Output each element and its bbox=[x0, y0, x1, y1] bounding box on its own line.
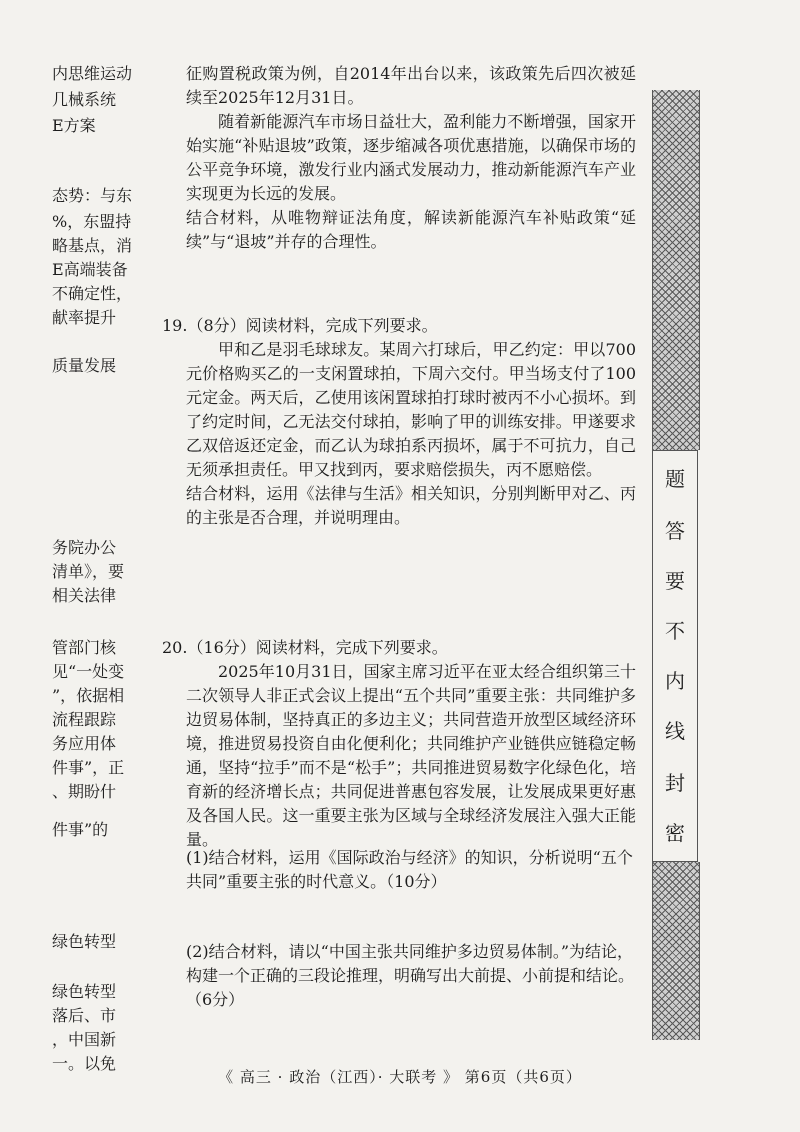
hatch-pattern-top bbox=[652, 90, 700, 450]
q18-material-tail: 征购置税政策为例，自2014年出台以来，该政策先后四次被延续至2025年12月31日。 bbox=[186, 64, 636, 107]
page-footer: 《 高三 · 政治（江西）· 大联考 》 第6页（共6页） bbox=[218, 1068, 582, 1086]
margin-line: 相关法律 bbox=[52, 586, 117, 605]
margin-line: 、期盼什 bbox=[52, 782, 117, 801]
margin-line: 流程跟踪 bbox=[52, 710, 117, 729]
seal-char: 内 bbox=[665, 669, 685, 693]
seal-char: 密 bbox=[665, 821, 685, 845]
seal-line-strip bbox=[652, 90, 698, 1040]
margin-line: 绿色转型 bbox=[52, 932, 117, 951]
hatch-pattern-bottom bbox=[652, 862, 700, 1040]
margin-line: 不确定性， bbox=[52, 284, 133, 303]
q20-material: 2025年10月31日，国家主席习近平在亚太经合组织第三十二次领导人非正式会议上提出“五个共同”重要主张：共同维护多边贸易体制，坚持真正的多边主义；共同营造开放型区域经济环境，推进贸易投资自由化便利化；共同维护产业链供应链稳定畅通，坚持“拉手”而不是“松手”；共同推进贸易数字化绿色化，培育新的经济增长点；共同促进普惠包容发展，让发展成果更好惠及各国人民。这一重要主张为区域与全球经济发展注入强大正能量。 bbox=[186, 662, 636, 849]
margin-line: 略基点，消 bbox=[52, 236, 133, 255]
q20-subquestion-1: (1)结合材料，运用《国际政治与经济》的知识，分析说明“五个共同”重要主张的时代意义。（10分） bbox=[186, 848, 633, 891]
q19-prompt: 结合材料，运用《法律与生活》相关知识，分别判断甲对乙、丙的主张是否合理，并说明理由。 bbox=[186, 484, 636, 527]
margin-line: 务应用体 bbox=[52, 734, 117, 753]
seal-char: 不 bbox=[665, 619, 685, 643]
question-19-heading: 19.（8分）阅读材料，完成下列要求。 bbox=[162, 316, 438, 335]
seal-warning-box bbox=[652, 450, 698, 862]
margin-line: 内思维运动 bbox=[52, 64, 133, 83]
q18-prompt: 结合材料，从唯物辩证法角度，解读新能源汽车补贴政策“延续”与“退坡”并存的合理性。 bbox=[186, 208, 636, 251]
margin-line: 清单》，要 bbox=[52, 562, 125, 581]
margin-line: 件事”的 bbox=[52, 820, 109, 839]
margin-line: ，中国新 bbox=[52, 1030, 117, 1049]
margin-line: ”，依据相 bbox=[52, 686, 125, 705]
margin-line: 落后、市 bbox=[52, 1006, 117, 1025]
margin-line: E方案 bbox=[52, 116, 96, 135]
margin-line: 几械系统 bbox=[52, 90, 117, 109]
q19-material: 甲和乙是羽毛球球友。某周六打球后，甲乙约定：甲以700元价格购买乙的一支闲置球拍，下周六交付。甲当场支付了100元定金。两天后，乙使用该闲置球拍打球时被丙不小心损坏。到了约定时间，乙无法交付球拍，影响了甲的训练安排。甲遂要求乙双倍返还定金，而乙认为球拍系丙损坏，属于不可抗力，自己无须承担责任。甲又找到丙，要求赔偿损失，丙不愿赔偿。 bbox=[186, 340, 636, 479]
margin-line: 绿色转型 bbox=[52, 982, 117, 1001]
question-20-heading: 20.（16分）阅读材料，完成下列要求。 bbox=[162, 638, 448, 657]
margin-line: %，东盟持 bbox=[52, 212, 132, 231]
seal-char: 题 bbox=[665, 467, 685, 491]
q20-subquestion-2: (2)结合材料，请以“中国主张共同维护多边贸易体制。”为结论，构建一个正确的三段论推理，明确写出大前提、小前提和结论。（6分） bbox=[186, 942, 635, 1009]
seal-char: 答 bbox=[665, 519, 685, 543]
seal-char: 线 bbox=[665, 719, 685, 743]
margin-line: 态势：与东 bbox=[52, 186, 133, 205]
margin-line: E高端装备 bbox=[52, 260, 128, 279]
margin-line: 务院办公 bbox=[52, 538, 117, 557]
q18-material-paragraph: 随着新能源汽车市场日益壮大，盈利能力不断增强，国家开始实施“补贴退坡”政策，逐步缩减各项优惠措施，以确保市场的公平竞争环境，激发行业内涵式发展动力，推动新能源汽车产业实现更为长远的发展。 bbox=[186, 112, 636, 203]
question-18-continuation bbox=[162, 62, 636, 254]
seal-char: 封 bbox=[665, 771, 685, 795]
question-20-body bbox=[186, 660, 636, 852]
margin-line: 管部门核 bbox=[52, 638, 117, 657]
margin-line: 质量发展 bbox=[52, 356, 117, 375]
margin-line: 件事”，正 bbox=[52, 758, 125, 777]
question-19-body bbox=[186, 338, 636, 530]
margin-line: 见“一处变 bbox=[52, 662, 125, 681]
margin-line: 一。以免 bbox=[52, 1054, 117, 1073]
seal-char: 要 bbox=[665, 569, 685, 593]
margin-line: 献率提升 bbox=[52, 308, 117, 327]
